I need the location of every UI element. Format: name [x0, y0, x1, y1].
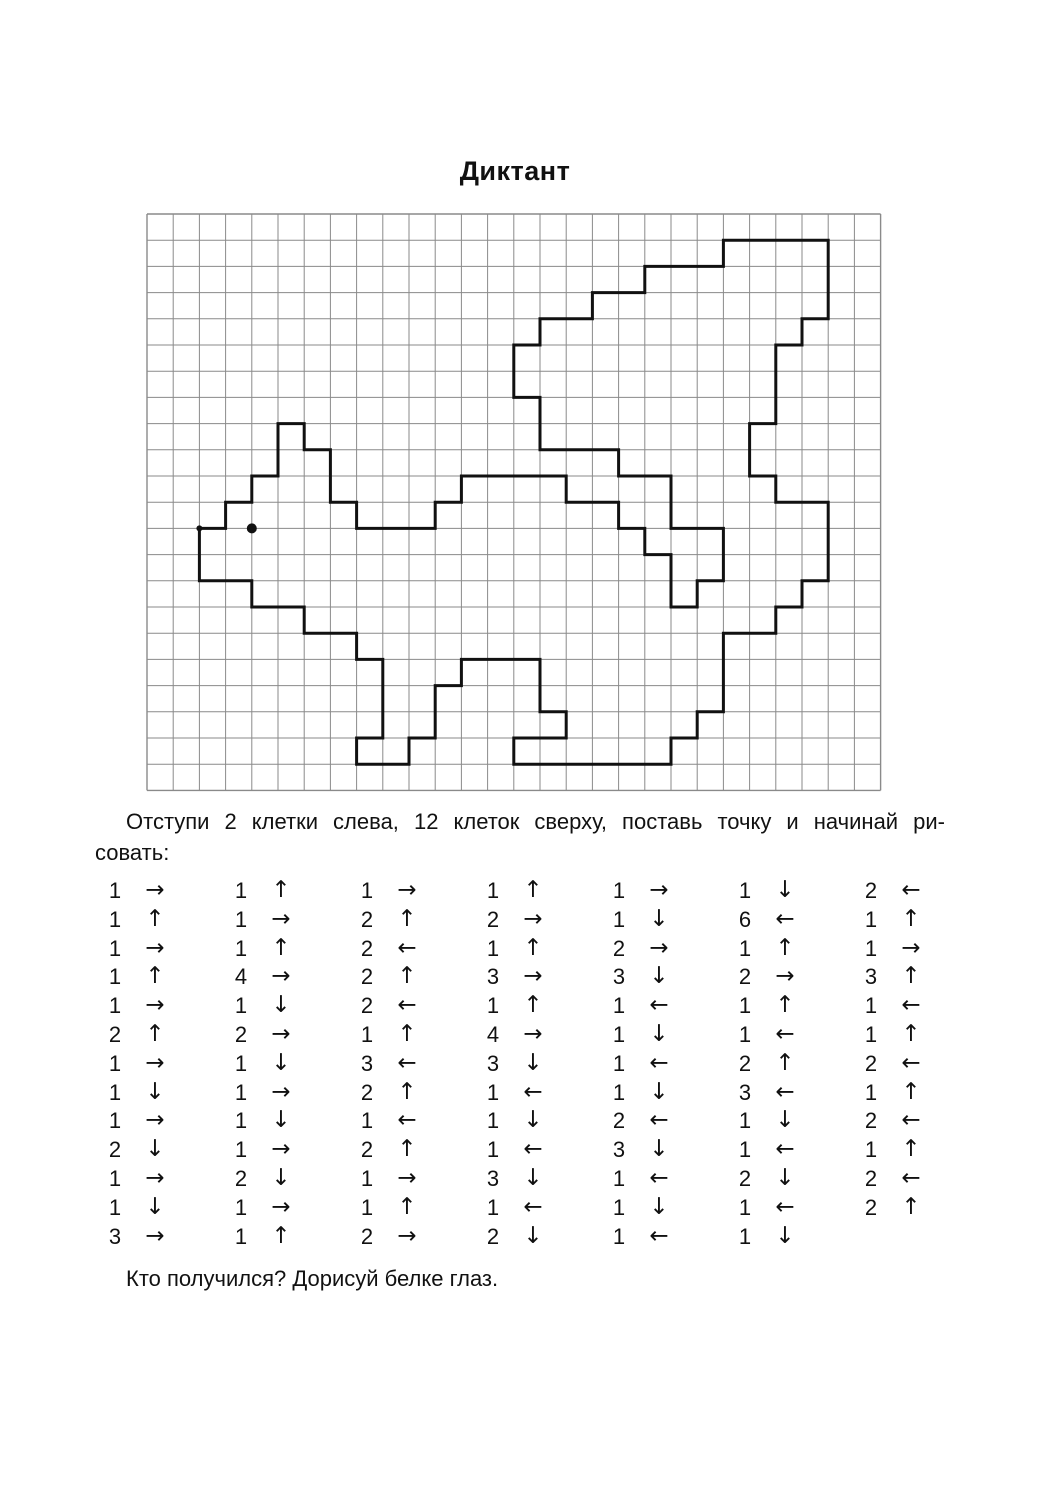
arrow-left-icon: ←	[397, 1049, 417, 1076]
step-count: 2	[486, 1223, 500, 1249]
arrow-up-icon: ↑	[901, 1193, 921, 1220]
question-text: Кто получился? Дорисуй белке глаз.	[126, 1266, 499, 1291]
step-count: 1	[738, 1137, 752, 1163]
arrow-left-icon: ←	[649, 992, 669, 1019]
step-count: 2	[108, 1137, 122, 1163]
step-count: 1	[360, 1108, 374, 1134]
arrow-right-icon: →	[271, 963, 291, 990]
arrow-up-icon: ↑	[397, 1078, 417, 1105]
instruction-line-2: совать:	[95, 840, 170, 865]
arrow-up-icon: ↑	[271, 877, 291, 903]
step-count: 1	[234, 1079, 248, 1105]
arrow-up-icon: ↑	[523, 877, 543, 903]
step-count: 1	[234, 1108, 248, 1134]
step-count: 1	[234, 906, 248, 932]
step-count: 3	[738, 1079, 752, 1105]
arrow-left-icon: ←	[901, 1165, 921, 1191]
step-count: 3	[612, 964, 626, 990]
arrow-down-icon: ↓	[523, 1222, 543, 1249]
step-count: 2	[360, 964, 374, 990]
step-count: 2	[360, 906, 374, 932]
step-count: 1	[360, 1166, 374, 1191]
arrow-up-icon: ↑	[901, 1021, 921, 1047]
arrow-down-icon: ↓	[271, 1107, 291, 1134]
step-count: 1	[612, 993, 626, 1019]
arrow-right-icon: →	[649, 934, 669, 961]
step-count: 1	[612, 1079, 626, 1105]
step-count: 1	[738, 993, 752, 1019]
step-count: 1	[612, 1223, 626, 1249]
arrow-down-icon: ↓	[649, 1021, 669, 1047]
step-count: 1	[108, 1079, 122, 1105]
arrow-right-icon: →	[271, 1136, 291, 1163]
step-count: 1	[108, 993, 122, 1019]
step-count: 3	[486, 1166, 500, 1191]
step-count: 1	[234, 1050, 248, 1076]
arrow-left-icon: ←	[775, 1136, 795, 1163]
step-count: 2	[864, 1194, 878, 1220]
step-count: 1	[738, 935, 752, 961]
step-count: 1	[360, 1022, 374, 1047]
step-count: 6	[738, 906, 752, 932]
arrow-left-icon: ←	[523, 1193, 543, 1220]
arrow-left-icon: ←	[649, 1165, 669, 1191]
step-count: 1	[738, 1108, 752, 1134]
step-count: 2	[108, 1022, 122, 1047]
step-count: 1	[738, 878, 752, 903]
arrow-right-icon: →	[523, 963, 543, 990]
arrow-right-icon: →	[271, 905, 291, 932]
step-count: 1	[486, 993, 500, 1019]
arrow-left-icon: ←	[523, 1136, 543, 1163]
arrow-right-icon: →	[271, 1021, 291, 1047]
arrow-up-icon: ↑	[397, 1136, 417, 1163]
arrow-down-icon: ↓	[649, 905, 669, 932]
arrow-up-icon: ↑	[397, 963, 417, 990]
step-count: 3	[360, 1050, 374, 1076]
arrow-up-icon: ↑	[397, 905, 417, 932]
arrow-down-icon: ↓	[271, 1165, 291, 1191]
arrow-down-icon: ↓	[271, 1049, 291, 1076]
step-count: 1	[612, 1166, 626, 1191]
step-count: 2	[738, 1166, 752, 1191]
arrow-down-icon: ↓	[775, 1222, 795, 1249]
arrow-right-icon: →	[649, 877, 669, 903]
arrow-up-icon: ↑	[397, 1193, 417, 1220]
arrow-right-icon: →	[145, 1049, 165, 1076]
step-count: 2	[486, 906, 500, 932]
arrow-up-icon: ↑	[775, 934, 795, 961]
step-count: 2	[738, 1050, 752, 1076]
step-count: 2	[234, 1022, 248, 1047]
step-count: 1	[864, 993, 878, 1019]
arrow-down-icon: ↓	[775, 877, 795, 903]
step-count: 1	[738, 1194, 752, 1220]
arrow-down-icon: ↓	[523, 1107, 543, 1134]
arrow-left-icon: ←	[775, 905, 795, 932]
arrow-left-icon: ←	[523, 1078, 543, 1105]
arrow-right-icon: →	[901, 934, 921, 961]
arrow-down-icon: ↓	[145, 1136, 165, 1163]
arrow-up-icon: ↑	[901, 1136, 921, 1163]
arrow-up-icon: ↑	[901, 905, 921, 932]
step-count: 1	[234, 935, 248, 961]
arrow-right-icon: →	[145, 877, 165, 903]
arrow-right-icon: →	[271, 1193, 291, 1220]
arrow-left-icon: ←	[901, 1049, 921, 1076]
step-count: 1	[108, 1166, 122, 1191]
arrow-left-icon: ←	[775, 1193, 795, 1220]
step-count: 1	[864, 1079, 878, 1105]
step-count: 1	[360, 878, 374, 903]
step-count: 3	[108, 1223, 122, 1249]
arrow-down-icon: ↓	[649, 1193, 669, 1220]
arrow-down-icon: ↓	[775, 1107, 795, 1134]
arrow-up-icon: ↑	[271, 934, 291, 961]
step-count: 1	[864, 935, 878, 961]
arrow-up-icon: ↑	[523, 992, 543, 1019]
arrow-left-icon: ←	[649, 1049, 669, 1076]
arrow-right-icon: →	[271, 1078, 291, 1105]
step-count: 2	[864, 878, 878, 903]
step-count: 1	[234, 1223, 248, 1249]
step-count: 1	[486, 1194, 500, 1220]
step-count: 3	[486, 964, 500, 990]
arrow-right-icon: →	[775, 963, 795, 990]
step-count: 1	[738, 1223, 752, 1249]
arrow-left-icon: ←	[397, 934, 417, 961]
step-count: 2	[360, 935, 374, 961]
arrow-right-icon: →	[397, 877, 417, 903]
step-count: 1	[360, 1194, 374, 1220]
arrow-left-icon: ←	[649, 1222, 669, 1249]
step-count: 2	[234, 1166, 248, 1191]
arrow-right-icon: →	[523, 1021, 543, 1047]
arrow-up-icon: ↑	[901, 1078, 921, 1105]
step-count: 1	[108, 935, 122, 961]
arrow-left-icon: ←	[901, 877, 921, 903]
step-count: 2	[864, 1108, 878, 1134]
step-count: 3	[864, 964, 878, 990]
arrow-right-icon: →	[397, 1165, 417, 1191]
arrow-right-icon: →	[523, 905, 543, 932]
step-count: 1	[108, 1108, 122, 1134]
step-count: 3	[612, 1137, 626, 1163]
arrow-right-icon: →	[145, 1165, 165, 1191]
arrow-left-icon: ←	[775, 1021, 795, 1047]
arrow-down-icon: ↓	[649, 963, 669, 990]
arrow-right-icon: →	[145, 1222, 165, 1249]
step-count: 1	[108, 878, 122, 903]
step-count: 1	[612, 1022, 626, 1047]
page-title: Диктант	[459, 156, 571, 186]
step-count: 1	[486, 1108, 500, 1134]
step-count: 4	[234, 964, 248, 990]
arrow-down-icon: ↓	[649, 1136, 669, 1163]
arrow-up-icon: ↑	[397, 1021, 417, 1047]
step-count: 1	[234, 878, 248, 903]
step-count: 1	[486, 1137, 500, 1163]
arrow-up-icon: ↑	[523, 934, 543, 961]
step-count: 2	[864, 1050, 878, 1076]
step-count: 3	[486, 1050, 500, 1076]
step-count: 1	[864, 1022, 878, 1047]
step-count: 2	[864, 1166, 878, 1191]
arrow-down-icon: ↓	[145, 1078, 165, 1105]
step-count: 1	[108, 1194, 122, 1220]
step-count: 1	[108, 964, 122, 990]
arrow-left-icon: ←	[901, 992, 921, 1019]
step-count: 1	[234, 1137, 248, 1163]
arrow-down-icon: ↓	[775, 1165, 795, 1191]
instruction-line-1: Отступи 2 клетки слева, 12 клеток сверху, поставь точку и начинай ри-	[126, 809, 945, 834]
arrow-left-icon: ←	[397, 1107, 417, 1134]
arrow-up-icon: ↑	[775, 992, 795, 1019]
step-count: 1	[486, 935, 500, 961]
step-count: 1	[612, 906, 626, 932]
step-count: 1	[486, 1079, 500, 1105]
step-count: 1	[486, 878, 500, 903]
arrow-up-icon: ↑	[901, 963, 921, 990]
step-count: 1	[612, 1194, 626, 1220]
step-count: 1	[234, 1194, 248, 1220]
step-count: 2	[612, 1108, 626, 1134]
arrow-down-icon: ↓	[523, 1049, 543, 1076]
step-count: 1	[612, 878, 626, 903]
arrow-left-icon: ←	[775, 1078, 795, 1105]
arrow-down-icon: ↓	[145, 1193, 165, 1220]
step-count: 1	[864, 906, 878, 932]
step-count: 2	[612, 935, 626, 961]
step-count: 2	[360, 1079, 374, 1105]
arrow-up-icon: ↑	[145, 905, 165, 932]
arrow-left-icon: ←	[901, 1107, 921, 1134]
arrow-up-icon: ↑	[145, 963, 165, 990]
arrow-down-icon: ↓	[523, 1165, 543, 1191]
arrow-right-icon: →	[397, 1222, 417, 1249]
arrow-down-icon: ↓	[649, 1078, 669, 1105]
arrow-left-icon: ←	[649, 1107, 669, 1134]
step-count: 1	[108, 1050, 122, 1076]
step-count: 2	[738, 964, 752, 990]
step-count: 1	[108, 906, 122, 932]
step-count: 1	[612, 1050, 626, 1076]
arrow-right-icon: →	[145, 992, 165, 1019]
arrow-right-icon: →	[145, 1107, 165, 1134]
arrow-left-icon: ←	[397, 992, 417, 1019]
step-count: 2	[360, 1223, 374, 1249]
step-count: 1	[864, 1137, 878, 1163]
step-count: 1	[234, 993, 248, 1019]
step-count: 2	[360, 993, 374, 1019]
arrow-up-icon: ↑	[775, 1049, 795, 1076]
step-count: 4	[486, 1022, 500, 1047]
arrow-up-icon: ↑	[145, 1021, 165, 1047]
step-count: 2	[360, 1137, 374, 1163]
arrow-down-icon: ↓	[271, 992, 291, 1019]
arrow-up-icon: ↑	[271, 1222, 291, 1249]
step-count: 1	[738, 1022, 752, 1047]
arrow-right-icon: →	[145, 934, 165, 961]
